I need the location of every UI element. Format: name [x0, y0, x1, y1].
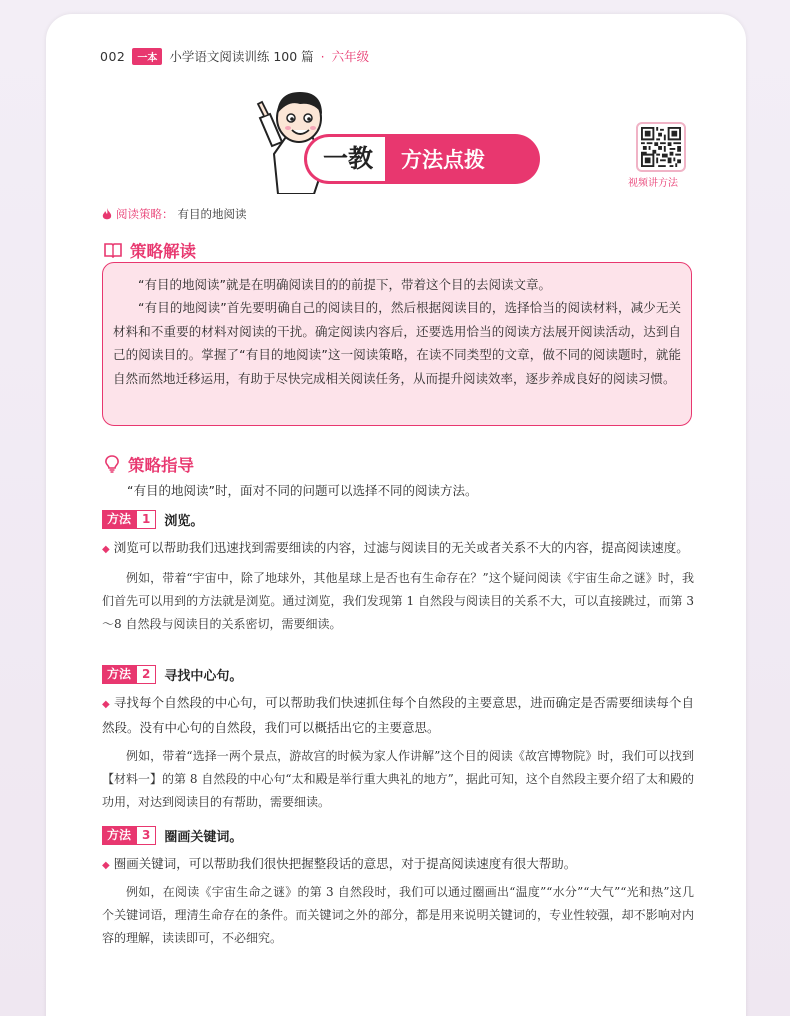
- method-name: 浏览。: [164, 514, 204, 529]
- strategy-line: [102, 206, 247, 222]
- method-1-bullet: [102, 536, 694, 561]
- book-icon: [104, 242, 122, 258]
- method-name: 寻找中心句。: [164, 669, 243, 684]
- interpretation-box: [102, 262, 692, 426]
- running-header: [100, 47, 369, 65]
- bullet-icon: ◆: [102, 860, 110, 871]
- guide-heading: [104, 452, 194, 476]
- method-2-bullet: [102, 691, 694, 739]
- method-1-bullet-text: 浏览可以帮助我们迅速找到需要细读的内容，过滤与阅读目的无关或者关系不大的内容，提高阅读速度。: [113, 540, 689, 555]
- interpretation-paragraph-2: “有目的地阅读”首先要明确自己的阅读目的，然后根据阅读目的，选择恰当的阅读材料，减少无关材料和不重要的材料对阅读的干扰。确定阅读内容后，还要选用恰当的阅读方法展开阅读活动，达到自己的阅读目的。掌握了“有目的地阅读”这一阅读策略，在读不同类型的文章，做不同的阅读题时，就能自然而然地迁移运用，有助于尽快完成相关阅读任务，从而提升阅读效率，逐步养成良好的阅读习惯。: [113, 300, 681, 386]
- grade-label: 六年级: [331, 49, 370, 64]
- strategy-label: 阅读策略：: [116, 207, 174, 221]
- banner-right-label: 方法点拨: [401, 148, 486, 172]
- lightbulb-icon: [104, 455, 120, 473]
- strategy-value: 有目的地阅读: [177, 207, 247, 221]
- method-number: 1: [136, 510, 156, 529]
- method-number: 3: [136, 826, 156, 845]
- method-3-heading: [102, 826, 242, 845]
- method-1-example: 例如，带着“宇宙中，除了地球外，其他星球上是否也有生命存在？”这个疑问阅读《宇宙生命之谜》时，我们首先可以用到的方法就是浏览。通过浏览，我们发现第 1 自然段与阅读目的关系不大，可以直接跳过，而第 3～8 自然段与阅读目的关系密切，需要细读。: [102, 571, 694, 631]
- method-3-example: 例如，在阅读《宇宙生命之谜》的第 3 自然段时，我们可以通过圈画出“温度”“水分”“大气”“光和热”这几个关键词语，理清生命存在的条件。而关键词之外的部分，都是用来说明关键词的，专业性较强，却不影响对内容的理解，读读即可，不必细究。: [102, 885, 694, 945]
- method-3-bullet: [102, 852, 694, 877]
- method-tag: 方法: [102, 510, 136, 529]
- qr-code[interactable]: [636, 122, 686, 172]
- method-tag: 方法: [102, 826, 136, 845]
- method-3-bullet-text: 圈画关键词，可以帮助我们很快把握整段话的意思，对于提高阅读速度有很大帮助。: [113, 856, 577, 871]
- interpretation-title: 策略解读: [130, 242, 196, 261]
- flame-icon: [102, 208, 112, 221]
- bullet-icon: ◆: [102, 699, 110, 710]
- interpretation-heading: [104, 238, 196, 262]
- method-2-example: 例如，带着“选择一两个景点，游故宫的时候为家人作讲解”这个目的阅读《故宫博物院》时，我们可以找到【材料一】的第 8 自然段的中心句“太和殿是举行重大典礼的地方”，据此可知，这个自然段主要介绍了太和殿的功用，对达到阅读目的有帮助，需要细读。: [102, 749, 694, 809]
- method-2-bullet-text: 寻找每个自然段的中心句，可以帮助我们快速抓住每个自然段的主要意思，进而确定是否需要细读每个自然段。没有中心句的自然段，我们可以概括出它的主要意思。: [102, 695, 694, 735]
- method-3-body: [102, 852, 694, 950]
- method-2-heading: [102, 665, 242, 684]
- banner-left-label: 一教: [307, 137, 385, 181]
- page-number: 002: [100, 48, 126, 64]
- method-name: 圈画关键词。: [164, 830, 243, 845]
- qr-code-icon: [641, 127, 681, 167]
- method-2-body: [102, 691, 694, 814]
- guide-intro: [102, 479, 694, 502]
- method-number: 2: [136, 665, 156, 684]
- section-banner: [304, 134, 540, 184]
- header-separator: ·: [320, 48, 325, 64]
- interpretation-paragraph-1: “有目的地阅读”就是在明确阅读目的的前提下，带着这个目的去阅读文章。: [138, 277, 551, 292]
- guide-title: 策略指导: [128, 456, 194, 475]
- guide-intro-text: “有目的地阅读”时，面对不同的问题可以选择不同的阅读方法。: [127, 483, 478, 498]
- qr-caption: 视频讲方法: [628, 178, 678, 189]
- method-1-body: [102, 536, 694, 636]
- book-title: 小学语文阅读训练 100 篇: [169, 49, 314, 64]
- method-tag: 方法: [102, 665, 136, 684]
- brand-badge: 一本: [132, 48, 162, 65]
- bullet-icon: ◆: [102, 544, 110, 555]
- method-1-heading: [102, 510, 203, 529]
